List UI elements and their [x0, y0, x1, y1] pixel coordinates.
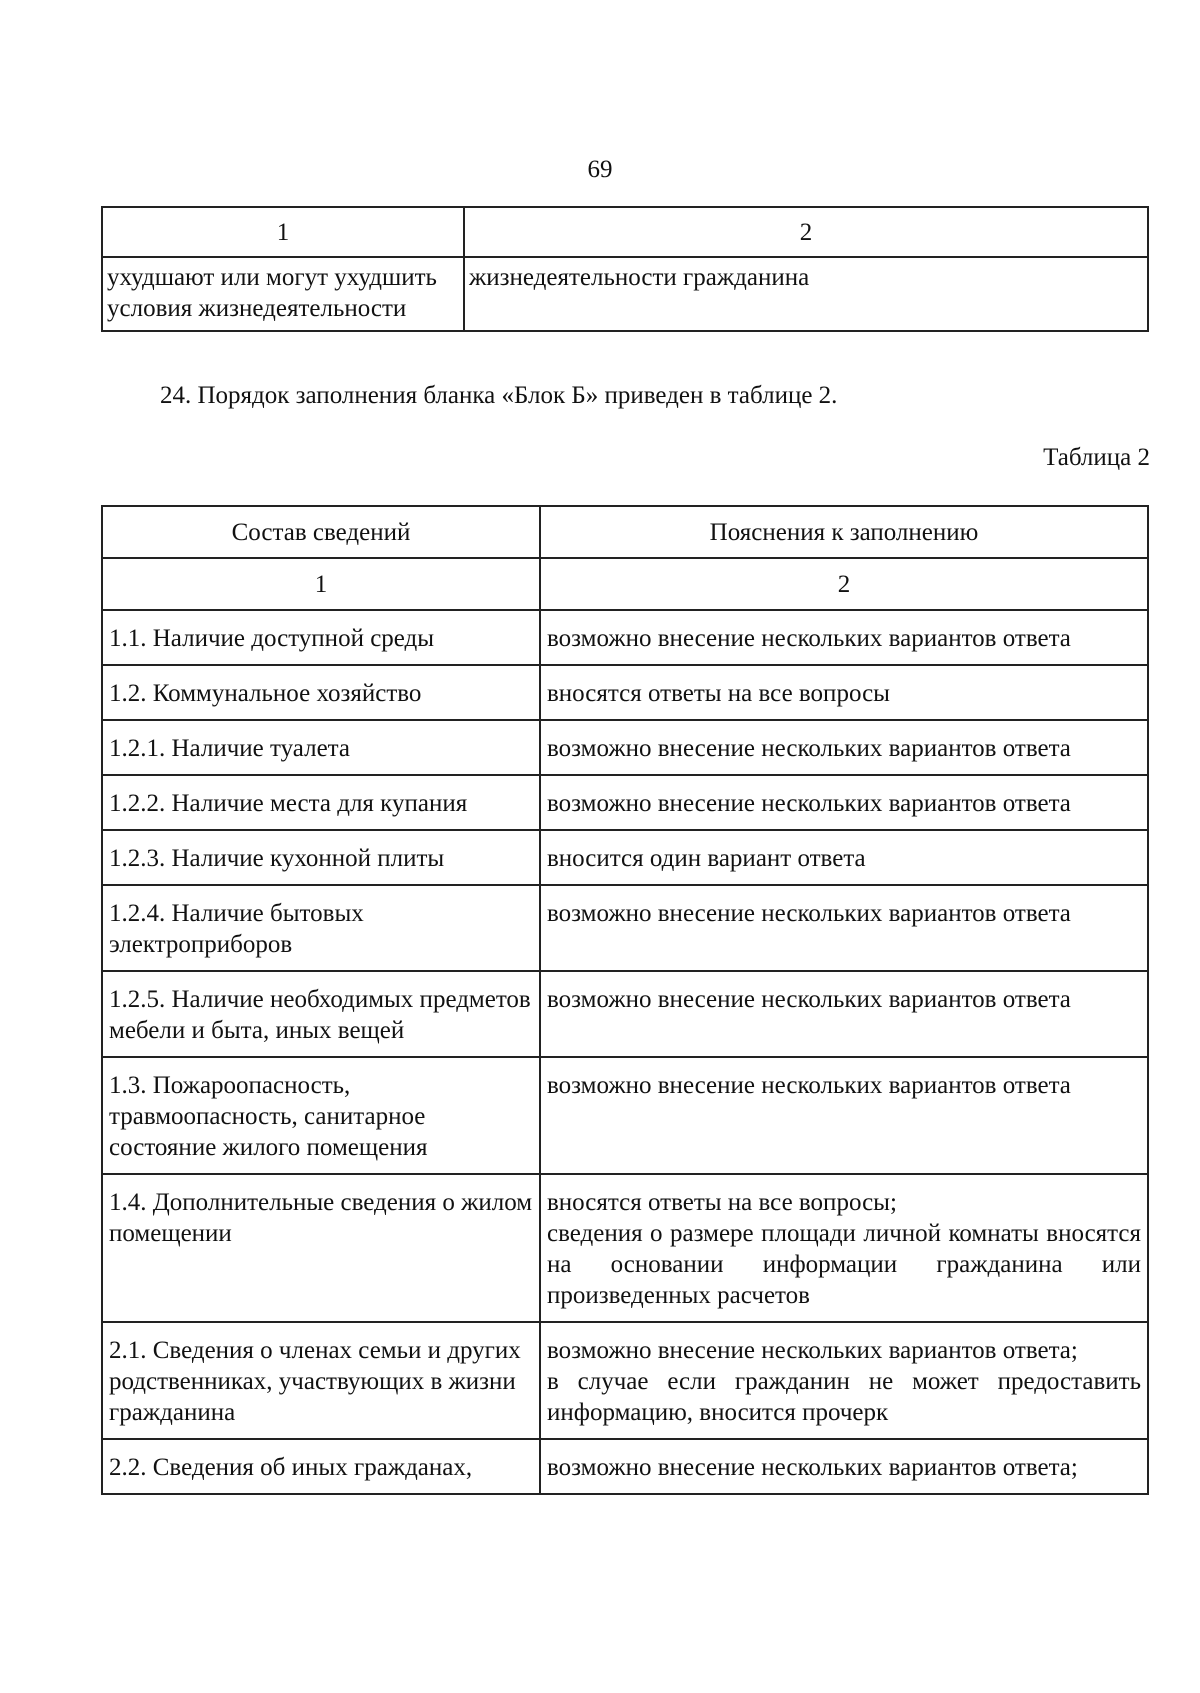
table-cell: возможно внесение нескольких вариантов ответа — [540, 610, 1148, 665]
table-cell: 1.2.4. Наличие бытовых электроприборов — [102, 885, 540, 971]
column-number: 2 — [464, 207, 1148, 257]
table-cell — [540, 1174, 1148, 1322]
table-row — [102, 257, 1148, 331]
table-cell — [540, 1322, 1148, 1439]
table-header-row — [102, 506, 1148, 558]
table-cell: вносится один вариант ответа — [540, 830, 1148, 885]
continued-table — [101, 206, 1149, 332]
table-cell: вносятся ответы на все вопросы — [540, 665, 1148, 720]
table-2 — [101, 505, 1149, 1495]
table-row — [102, 971, 1148, 1057]
table-cell: 2.1. Сведения о членах семьи и других родственниках, участвующих в жизни гражданина — [102, 1322, 540, 1439]
column-number: 1 — [102, 207, 464, 257]
table-cell: ухудшают или могут ухудшить условия жизнедеятельности — [102, 257, 464, 331]
table-cell: 1.4. Дополнительные сведения о жилом помещении — [102, 1174, 540, 1322]
column-header: Состав сведений — [102, 506, 540, 558]
table-cell: возможно внесение нескольких вариантов ответа — [540, 775, 1148, 830]
table-cell: возможно внесение нескольких вариантов ответа — [540, 885, 1148, 971]
table-cell: возможно внесение нескольких вариантов ответа — [540, 720, 1148, 775]
table-cell: 1.2. Коммунальное хозяйство — [102, 665, 540, 720]
column-number: 1 — [102, 558, 540, 610]
cell-line: сведения о размере площади личной комнаты вносятся на основании информации гражданина или произведенных расчетов — [547, 1220, 1141, 1309]
table-cell: 1.2.3. Наличие кухонной плиты — [102, 830, 540, 885]
column-number-row — [102, 558, 1148, 610]
table-cell: возможно внесение нескольких вариантов ответа; — [540, 1439, 1148, 1494]
table-row — [102, 720, 1148, 775]
column-number: 2 — [540, 558, 1148, 610]
page-number: 69 — [587, 156, 613, 183]
table-cell: 1.1. Наличие доступной среды — [102, 610, 540, 665]
cell-line: в случае если гражданин не может предоставить информацию, вносится прочерк — [547, 1368, 1141, 1426]
table-row — [102, 610, 1148, 665]
table-row — [102, 775, 1148, 830]
table-row — [102, 830, 1148, 885]
table-row — [102, 1057, 1148, 1174]
cell-line: вносятся ответы на все вопросы; — [547, 1189, 897, 1216]
table-cell: жизнедеятельности гражданина — [464, 257, 1148, 331]
cell-line: возможно внесение нескольких вариантов ответа; — [547, 1337, 1078, 1364]
table-row — [102, 1439, 1148, 1494]
table-caption: Таблица 2 — [1043, 444, 1150, 471]
table-cell: 2.2. Сведения об иных гражданах, — [102, 1439, 540, 1494]
table-cell: 1.3. Пожароопасность, травмоопасность, санитарное состояние жилого помещения — [102, 1057, 540, 1174]
table-row — [102, 1174, 1148, 1322]
table-row — [102, 885, 1148, 971]
table-row — [102, 1322, 1148, 1439]
table-cell: 1.2.2. Наличие места для купания — [102, 775, 540, 830]
column-header: Пояснения к заполнению — [540, 506, 1148, 558]
paragraph-24: 24. Порядок заполнения бланка «Блок Б» приведен в таблице 2. — [160, 382, 838, 409]
table-cell: возможно внесение нескольких вариантов ответа — [540, 971, 1148, 1057]
table-header-row — [102, 207, 1148, 257]
table-row — [102, 665, 1148, 720]
table-cell: возможно внесение нескольких вариантов ответа — [540, 1057, 1148, 1174]
table-cell: 1.2.1. Наличие туалета — [102, 720, 540, 775]
table-cell: 1.2.5. Наличие необходимых предметов мебели и быта, иных вещей — [102, 971, 540, 1057]
